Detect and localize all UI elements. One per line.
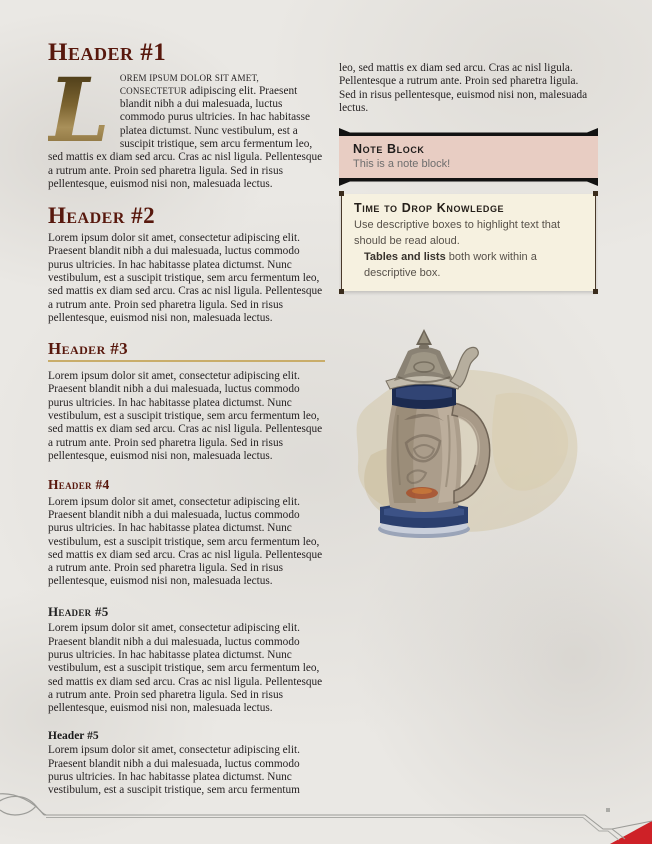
- descriptive-line-2-bold: Tables and lists: [364, 251, 446, 264]
- note-block-top-border: [339, 128, 598, 136]
- descriptive-box: [341, 194, 596, 291]
- beer-stein-image: [346, 325, 592, 543]
- corner-dot-icon: [339, 289, 344, 294]
- descriptive-line-1: Use descriptive boxes to highlight text that should be read aloud.: [354, 219, 561, 248]
- intro-paragraph: [48, 57, 325, 192]
- note-block: [339, 128, 598, 186]
- header-1: Header #1: [48, 40, 167, 66]
- descriptive-box-text: [354, 218, 583, 282]
- column-overflow-paragraph: leo, sed mattis ex diam sed arcu. Cras ac nisl ligula. Pellentesque a rutrum ante. Proin sed pharetra ligula. Sed in risus pellentesque, euismod nisi non, malesuada lectus.: [339, 62, 588, 114]
- truncated-paragraph: Lorem ipsum dolor sit amet, consectetur adipiscing elit. Praesent blandit nibh a dui malesuada, luctus commodo purus ultricies. In hac habitasse platea dictumst. Nunc vestibulum, est a suscipit tristique, sem arcu fermentum: [48, 744, 300, 797]
- lead-in-text: OREM IPSUM DOLOR SIT AMET, CONSECTETUR: [119, 72, 259, 96]
- corner-dot-icon: [339, 191, 344, 196]
- note-block-bottom-border: [339, 178, 598, 186]
- note-block-body: [339, 136, 598, 178]
- header-5: Header #5: [48, 603, 109, 619]
- corner-dot-icon: [593, 289, 598, 294]
- left-column: [48, 40, 325, 844]
- body-paragraph: Lorem ipsum dolor sit amet, consectetur adipiscing elit. Praesent blandit nibh a dui malesuada, luctus commodo purus ultricies. In hac habitasse platea dictumst. Nunc vestibulum, est a suscipit tristique, sem arcu fermentum leo, sed mattis ex diam sed arcu. Cras ac nisl ligula. Pellentesque a rutrum ante. Proin sed pharetra ligula. Sed in risus pellentesque, euismod nisi non, malesuada lectus.: [48, 231, 323, 324]
- body-paragraph: Lorem ipsum dolor sit amet, consectetur adipiscing elit. Praesent blandit nibh a dui malesuada, luctus commodo purus ultricies. In hac habitasse platea dictumst. Nunc vestibulum, est a suscipit tristique, sem arcu fermentum leo, sed mattis ex diam sed arcu. Cras ac nisl ligula. Pellentesque a rutrum ante. Proin sed pharetra ligula. Sed in risus pellentesque, euismod nisi non, malesuada lectus.: [48, 370, 323, 463]
- corner-dot-icon: [593, 191, 598, 196]
- descriptive-line-2-rest: both work within a descriptive box.: [364, 251, 537, 280]
- beer-stein-illustration: [339, 325, 598, 548]
- right-column: [339, 40, 598, 844]
- body-paragraph: Lorem ipsum dolor sit amet, consectetur adipiscing elit. Praesent blandit nibh a dui malesuada, luctus commodo purus ultricies. In hac habitasse platea dictumst. Nunc vestibulum, est a suscipit tristique, sem arcu fermentum leo, sed mattis ex diam sed arcu. Cras ac nisl ligula. Pellentesque a rutrum ante. Proin sed pharetra ligula. Sed in risus pellentesque, euismod nisi non, malesuada lectus.: [48, 622, 323, 715]
- square-ornament-icon: [606, 808, 610, 812]
- body-paragraph: Lorem ipsum dolor sit amet, consectetur adipiscing elit. Praesent blandit nibh a dui malesuada, luctus commodo purus ultricies. In hac habitasse platea dictumst. Nunc vestibulum, est a suscipit tristique, sem arcu fermentum leo, sed mattis ex diam sed arcu. Cras ac nisl ligula. Pellentesque a rutrum ante. Proin sed pharetra ligula. Sed in risus pellentesque, euismod nisi non, malesuada lectus.: [48, 495, 323, 588]
- header-6: Header #5: [48, 729, 99, 742]
- header-3: Header #3: [48, 340, 325, 362]
- header-4: Header #4: [48, 477, 110, 493]
- drop-cap-letter: L: [48, 72, 120, 146]
- header-2: Header #2: [48, 203, 156, 229]
- descriptive-line-2: [354, 250, 583, 282]
- note-block-text: This is a note block!: [353, 158, 451, 171]
- intro-text: adipiscing elit. Praesent blandit nibh a dui malesuada, luctus commodo purus ultricies. In hac habitasse platea dictumst. Nunc vestibulum, est a suscipit tristique, sem arcu fermentum leo, sed mattis ex diam sed arcu. Cras ac nisl ligula. Pellentesque a rutrum ante. Proin sed pharetra ligula. Sed in risus pellentesque, euismod nisi non, malesuada lectus.: [48, 84, 323, 191]
- note-block-title: Note Block: [353, 142, 425, 157]
- descriptive-box-title: Time to Drop Knowledge: [354, 201, 505, 216]
- footer-flourish: [0, 784, 652, 844]
